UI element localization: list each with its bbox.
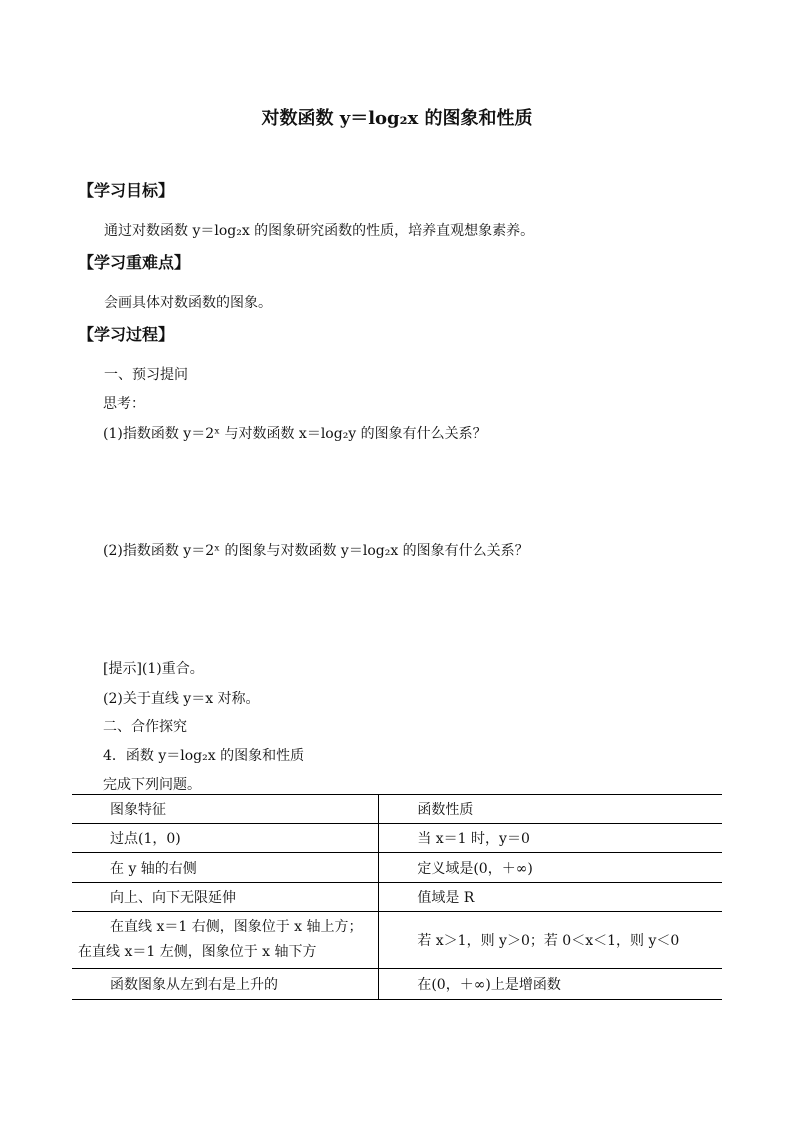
feature-cell: 在 y 轴的右侧 bbox=[110, 860, 197, 877]
property-cell: 若 x＞1，则 y＞0；若 0＜x＜1，则 y＜0 bbox=[379, 912, 722, 969]
hint-1: [提示](1)重合。 bbox=[103, 661, 204, 677]
item-4: 4．函数 y＝log₂x 的图象和性质 bbox=[103, 748, 305, 764]
header-feature: 图象特征 bbox=[110, 802, 166, 818]
feature-cell: 向上、向下无限延伸 bbox=[110, 890, 236, 906]
table-row bbox=[72, 883, 722, 912]
table-row bbox=[72, 912, 722, 969]
complete-instruction: 完成下列问题。 bbox=[103, 777, 201, 793]
table-row bbox=[72, 824, 722, 853]
goal-heading: 【学习目标】 bbox=[78, 181, 175, 200]
question-1: (1)指数函数 y＝2ˣ 与对数函数 x＝log₂y 的图象有什么关系？ bbox=[103, 426, 487, 442]
think-label: 思考： bbox=[103, 396, 145, 412]
feature-cell: 函数图象从左到右是上升的 bbox=[110, 977, 278, 993]
feature-cell-line2: 在直线 x＝1 左侧，图象位于 x 轴下方 bbox=[78, 944, 317, 960]
header-property: 函数性质 bbox=[379, 795, 722, 824]
table-row bbox=[72, 853, 722, 883]
part2-heading: 二、合作探究 bbox=[103, 719, 187, 735]
key-heading: 【学习重难点】 bbox=[78, 253, 191, 272]
property-cell: 定义域是(0，＋∞) bbox=[379, 853, 722, 883]
graph-properties-table bbox=[72, 794, 722, 1000]
feature-cell: 过点(1，0) bbox=[110, 831, 181, 847]
process-heading: 【学习过程】 bbox=[78, 325, 175, 344]
question-2: (2)指数函数 y＝2ˣ 的图象与对数函数 y＝log₂x 的图象有什么关系？ bbox=[103, 543, 529, 559]
property-cell: 在(0，＋∞)上是增函数 bbox=[379, 969, 722, 1000]
part1-heading: 一、预习提问 bbox=[104, 367, 188, 383]
key-text: 会画具体对数函数的图象。 bbox=[104, 295, 272, 311]
table-header-row bbox=[72, 795, 722, 824]
property-cell: 值域是 R bbox=[379, 883, 722, 912]
page-title: 对数函数 y＝log₂x 的图象和性质 bbox=[261, 108, 533, 129]
feature-cell-line1: 在直线 x＝1 右侧，图象位于 x 轴上方； bbox=[110, 919, 363, 935]
goal-text: 通过对数函数 y＝log₂x 的图象研究函数的性质，培养直观想象素养。 bbox=[104, 223, 535, 239]
table-row bbox=[72, 969, 722, 1000]
property-cell: 当 x＝1 时，y＝0 bbox=[379, 824, 722, 853]
hint-2: (2)关于直线 y＝x 对称。 bbox=[103, 691, 260, 707]
